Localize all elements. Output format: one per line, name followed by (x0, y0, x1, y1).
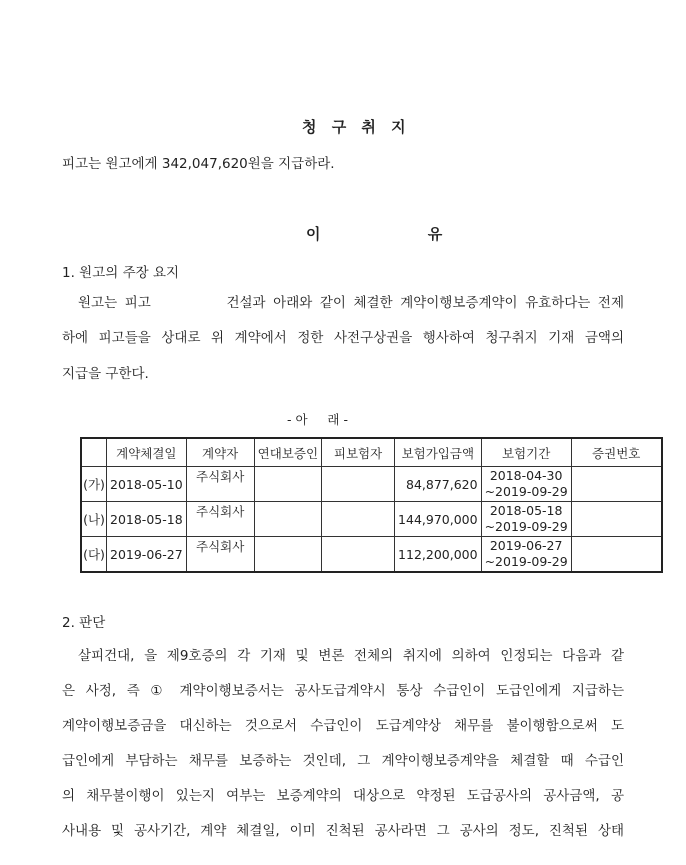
table-row (81, 537, 662, 573)
section1-heading: 1. 원고의 주장 요지 (62, 265, 180, 281)
amount: 144,970,000 (395, 502, 482, 537)
contract-date: 2018-05-10 (107, 467, 187, 502)
section2-line: 급인에게 부담하는 채무를 보증하는 것인데, 그 계약이행보증계약을 체결할 때 수급인 (62, 753, 624, 769)
policy-number (571, 502, 662, 537)
table-row (81, 467, 662, 502)
col-header (81, 438, 107, 467)
section2-line: 살피건대, 을 제9호증의 각 기재 및 변론 전체의 취지에 의하여 인정되는 다음과 같 (78, 648, 624, 664)
period-end: ~2019-09-29 (484, 484, 568, 499)
section2-line: 계약이행보증금을 대신하는 것으로서 수급인이 도급계약상 채무를 불이행함으로써 도 (62, 718, 624, 734)
section2-line: 의 채무불이행이 있는지 여부는 보증계약의 대상으로 약정된 도급공사의 공사금액, 공 (62, 788, 624, 804)
col-header: 증권번호 (571, 438, 662, 467)
table-caption: - 아 래 - (287, 412, 348, 427)
claim-text: 피고는 원고에게 342,047,620원을 지급하라. (62, 156, 335, 172)
period (481, 537, 571, 573)
section1-line: 하에 피고들을 상대로 위 계약에서 정한 사전구상권을 행사하여 청구취지 기재 금액의 (62, 330, 624, 346)
col-header: 연대보증인 (254, 438, 321, 467)
contractor: 주식회사 (186, 467, 254, 502)
row-label: (가) (81, 467, 107, 502)
period (481, 467, 571, 502)
col-header: 계약체결일 (107, 438, 187, 467)
section2-line: 사내용 및 공사기간, 계약 체결일, 이미 진척된 공사라면 그 공사의 정도, 진척된 상태 (62, 823, 624, 839)
section2-heading: 2. 판단 (62, 615, 106, 631)
amount: 112,200,000 (395, 537, 482, 573)
contract-table (80, 437, 663, 573)
period-end: ~2019-09-29 (484, 554, 568, 569)
period-start: 2019-06-27 (489, 538, 563, 553)
period-start: 2018-05-18 (489, 503, 563, 518)
insured (322, 537, 395, 573)
section1-line: 원고는 피고 건설과 아래와 같이 체결한 계약이행보증계약이 유효하다는 전제 (78, 295, 624, 311)
col-header: 피보험자 (322, 438, 395, 467)
table-header-row (81, 438, 662, 467)
insured (322, 502, 395, 537)
guarantor (254, 502, 321, 537)
row-label: (다) (81, 537, 107, 573)
table-row (81, 502, 662, 537)
reason-title: 이 유 (306, 225, 448, 243)
amount: 84,877,620 (395, 467, 482, 502)
contract-date: 2018-05-18 (107, 502, 187, 537)
row-label: (나) (81, 502, 107, 537)
contractor: 주식회사 (186, 502, 254, 537)
claim-title: 청 구 취 지 (302, 118, 411, 136)
col-header: 계약자 (186, 438, 254, 467)
section1-line: 지급을 구한다. (62, 366, 149, 382)
col-header: 보험기간 (481, 438, 571, 467)
policy-number (571, 537, 662, 573)
policy-number (571, 467, 662, 502)
contractor: 주식회사 (186, 537, 254, 573)
guarantor (254, 467, 321, 502)
contract-date: 2019-06-27 (107, 537, 187, 573)
period (481, 502, 571, 537)
period-end: ~2019-09-29 (484, 519, 568, 534)
insured (322, 467, 395, 502)
guarantor (254, 537, 321, 573)
period-start: 2018-04-30 (489, 468, 563, 483)
section2-line: 은 사정, 즉 ① 계약이행보증서는 공사도급계약시 통상 수급인이 도급인에게 지급하는 (62, 683, 624, 699)
col-header: 보험가입금액 (395, 438, 482, 467)
